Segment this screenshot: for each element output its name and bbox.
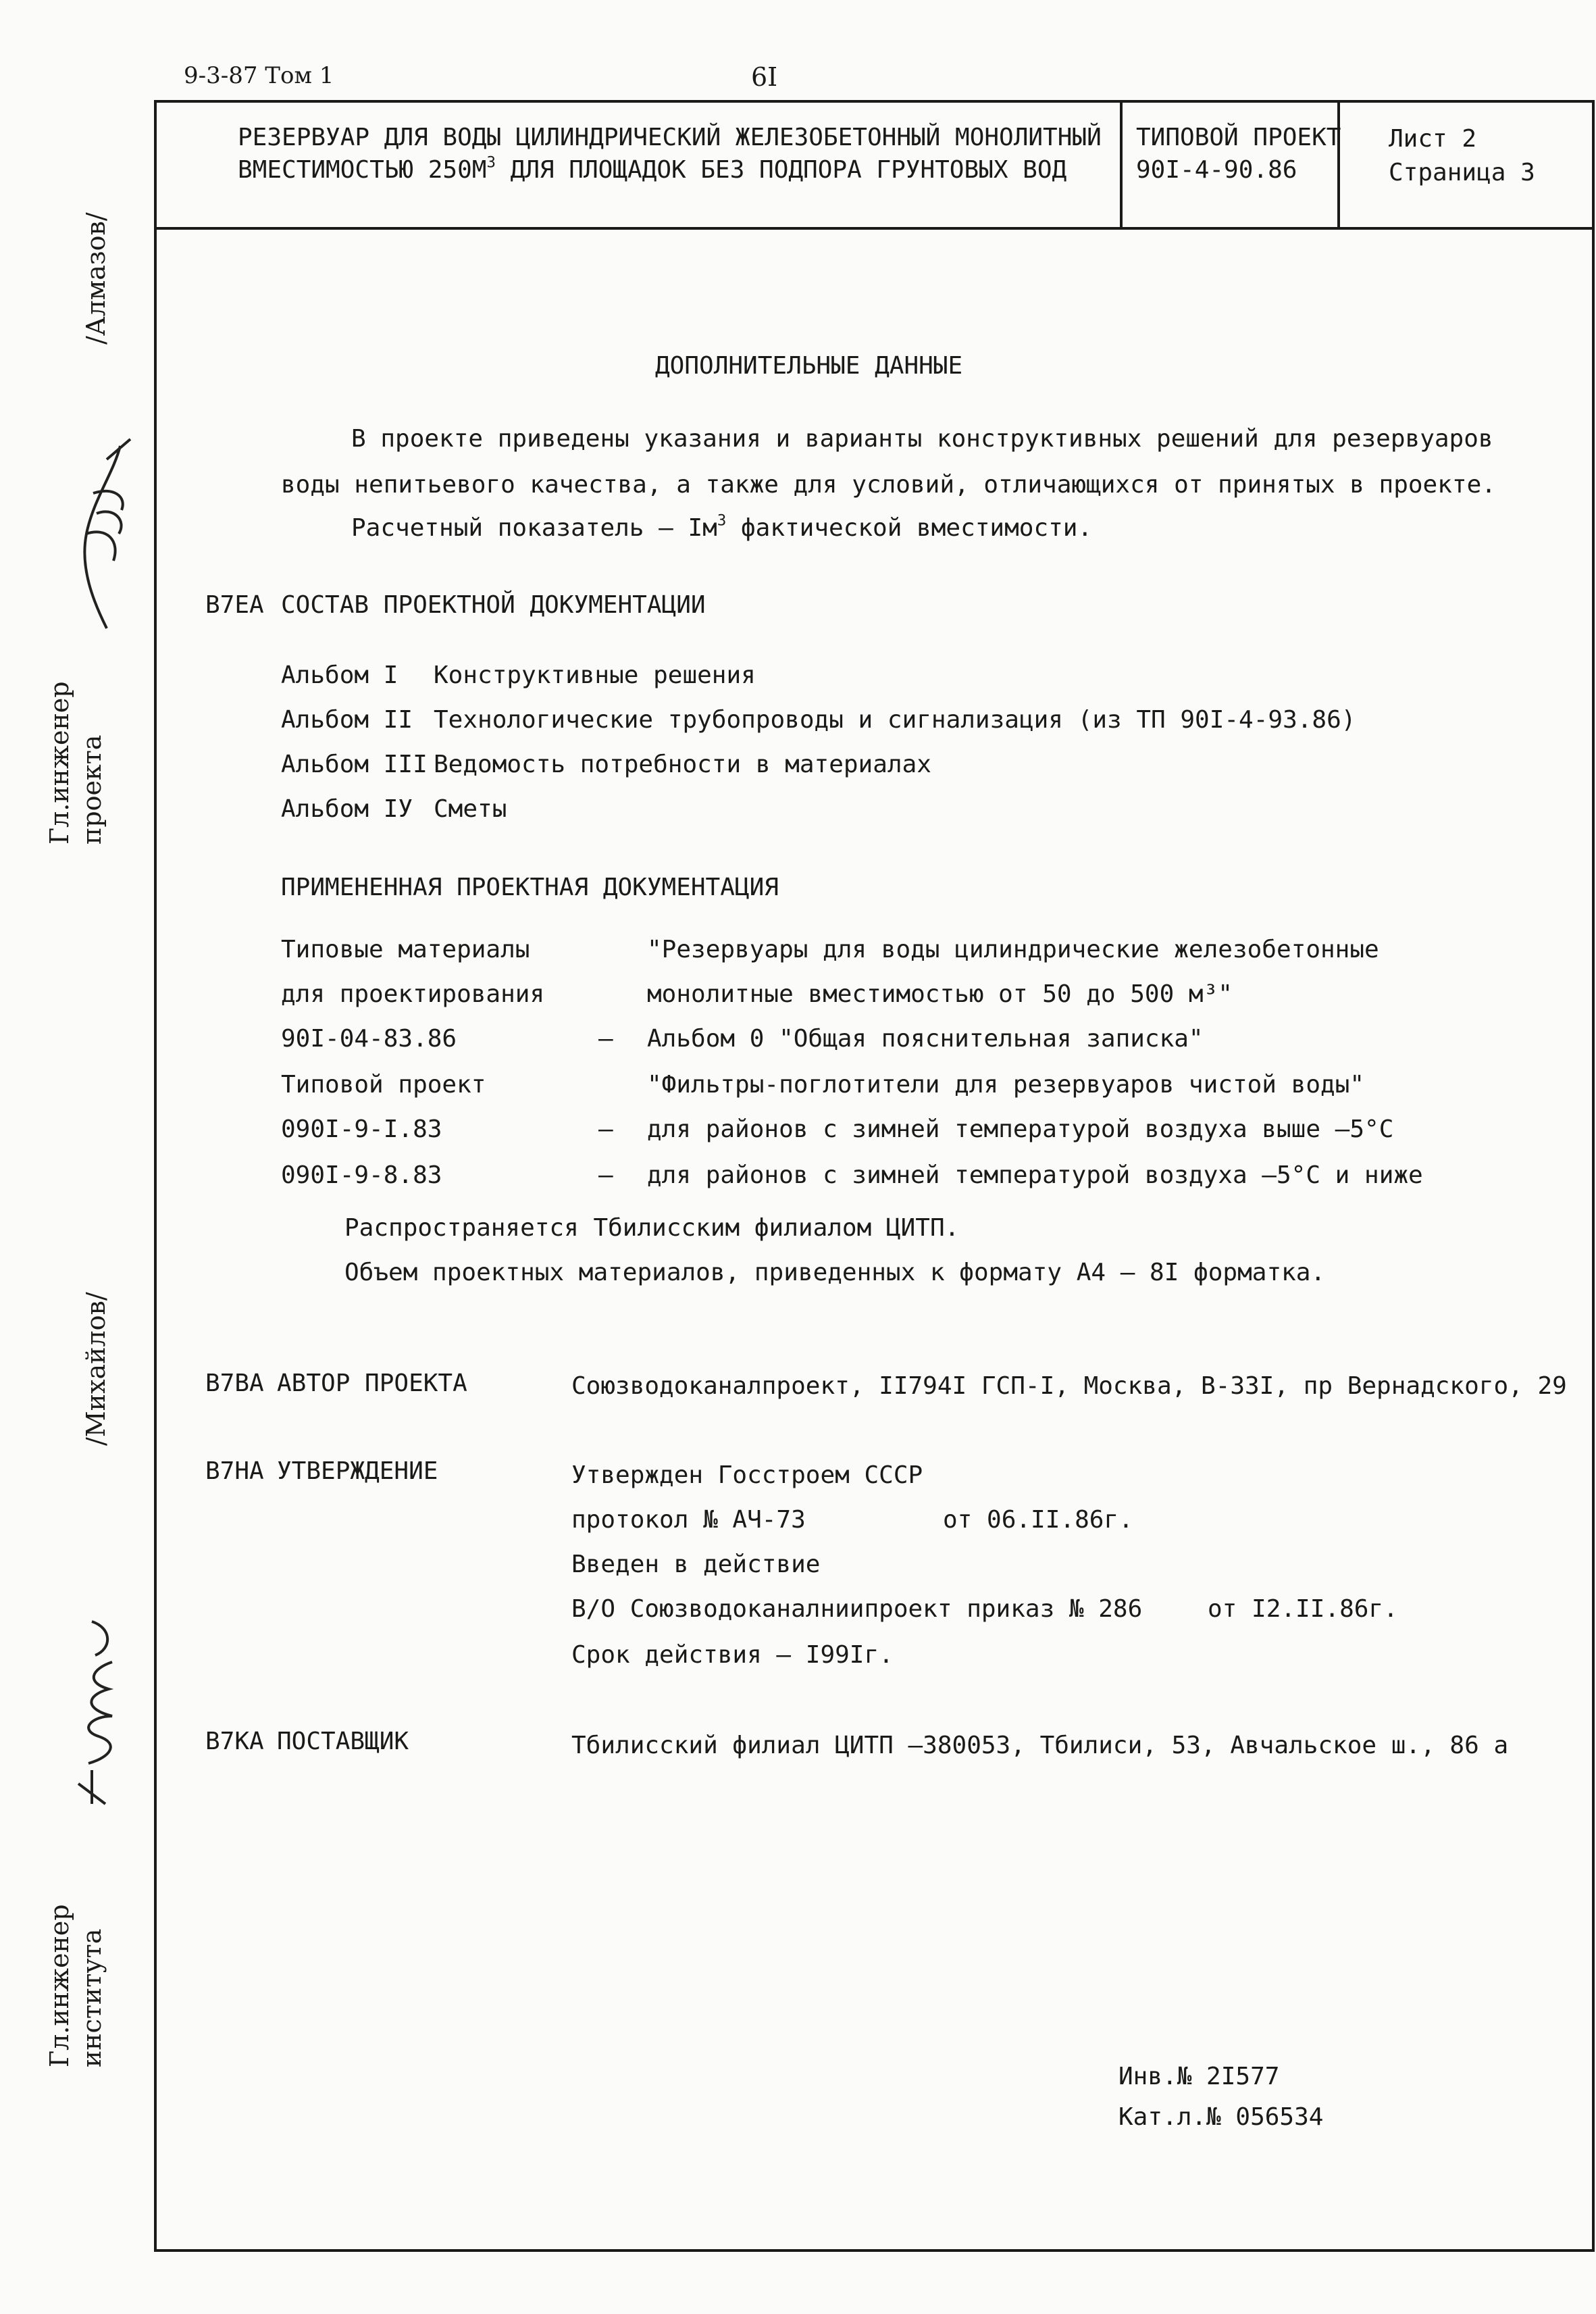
signature-almazov <box>66 432 140 635</box>
signature-mikhailov <box>58 1608 132 1811</box>
album-4-number: Альбом IУ <box>281 795 413 823</box>
intro-paragraph-line-1: В проекте приведены указания и варианты конструктивных решений для резервуаров <box>351 425 1493 453</box>
applied-row-6-left: 090I-9-8.83 <box>281 1161 442 1189</box>
inventory-number: Инв.№ 2I577 <box>1118 2063 1280 2090</box>
page-label: Страница 3 <box>1389 159 1535 186</box>
applied-row-1-right: "Резервуары для воды цилиндрические железобетонные <box>647 936 1379 963</box>
approval-label: УТВЕРЖДЕНИЕ <box>277 1457 438 1485</box>
album-3-description: Ведомость потребности в материалах <box>434 751 931 778</box>
applied-row-5-left: 090I-9-I.83 <box>281 1115 442 1143</box>
applied-row-6-dash: – <box>598 1161 613 1189</box>
approval-validity: Срок действия – I99Iг. <box>571 1641 894 1669</box>
project-label: ТИПОВОЙ ПРОЕКТ <box>1136 124 1341 151</box>
distribution-line-2: Объем проектных материалов, приведенных к формату А4 – 8I форматка. <box>344 1259 1326 1286</box>
applied-row-5-dash: – <box>598 1115 613 1143</box>
album-2-description: Технологические трубопроводы и сигнализация (из ТП 90I-4-93.86) <box>434 706 1356 734</box>
applied-row-3-left: 90I-04-83.86 <box>281 1025 457 1053</box>
side-name-almazov: /Алмазов/ <box>81 212 111 345</box>
series-label: 9-3-87 Том 1 <box>184 62 334 89</box>
sheet-label: Лист 2 <box>1389 125 1477 153</box>
approval-protocol: протокол № АЧ-73 <box>571 1506 806 1534</box>
approval-line-3: Введен в действие <box>571 1551 821 1578</box>
approval-code: В7НА <box>205 1457 264 1485</box>
applied-row-2-left: для проектирования <box>281 980 545 1008</box>
project-code: 90I-4-90.86 <box>1136 156 1297 184</box>
approval-order: В/О Союзводоканалниипроект приказ № 286 <box>571 1595 1143 1623</box>
applied-row-2-right: монолитные вместимостью от 50 до 500 м³" <box>647 980 1233 1008</box>
composition-code: В7ЕА <box>205 591 264 619</box>
supplier-code: В7КА <box>205 1728 264 1755</box>
composition-title: СОСТАВ ПРОЕКТНОЙ ДОКУМЕНТАЦИИ <box>281 591 706 619</box>
title-line-2: ВМЕСТИМОСТЬЮ $250М^3$ ДЛЯ ПЛОЩАДОК БЕЗ ПОДПОРА ГРУНТОВЫХ ВОД <box>238 153 1067 184</box>
distribution-line-1: Распространяется Тбилисским филиалом ЦИТП. <box>344 1214 960 1242</box>
approval-line-1: Утвержден Госстроем СССР <box>571 1461 923 1489</box>
title-line-1: РЕЗЕРВУАР ДЛЯ ВОДЫ ЦИЛИНДРИЧЕСКИЙ ЖЕЛЕЗОБЕТОННЫЙ МОНОЛИТНЫЙ <box>238 124 1102 151</box>
intro-paragraph-line-2: воды непитьевого качества, а также для условий, отличающихся от принятых в проекте. <box>281 471 1496 499</box>
supplier-text: Тбилисский филиал ЦИТП –380053, Тбилиси, 53, Авчальское ш., 86 а <box>571 1732 1509 1759</box>
section-title-additional-data: ДОПОЛНИТЕЛЬНЫЕ ДАННЫЕ <box>655 352 963 380</box>
author-label: АВТОР ПРОЕКТА <box>277 1369 467 1397</box>
side-name-mikhailov: /Михайлов/ <box>81 1292 111 1446</box>
intro-paragraph-line-3: Расчетный показатель – $Iм^3$ фактической вместимости. <box>351 511 1093 542</box>
side-role-chief-engineer-institute: Гл.инженер института <box>45 1904 107 2067</box>
title-block-divider-2 <box>1337 100 1340 228</box>
author-text: Союзводоканалпроект, II794I ГСП-I, Москва, В-33I, пр Вернадского, 29 <box>571 1372 1567 1400</box>
title-block-bottom-line <box>154 227 1595 230</box>
album-1-description: Конструктивные решения <box>434 661 756 689</box>
album-3-number: Альбом III <box>281 751 428 778</box>
applied-row-1-left: Типовые материалы <box>281 936 530 963</box>
approval-order-date: от I2.II.86г. <box>1208 1595 1398 1623</box>
applied-row-4-right: "Фильтры-поглотители для резервуаров чистой воды" <box>647 1071 1365 1099</box>
applied-row-6-right: для районов с зимней температурой воздуха –5°С и ниже <box>647 1161 1423 1189</box>
applied-row-3-dash: – <box>598 1025 613 1053</box>
applied-row-3-right: Альбом 0 "Общая пояснительная записка" <box>647 1025 1204 1053</box>
supplier-label: ПОСТАВЩИК <box>277 1728 409 1755</box>
approval-protocol-date: от 06.II.86г. <box>943 1506 1133 1534</box>
applied-docs-title: ПРИМЕНЕННАЯ ПРОЕКТНАЯ ДОКУМЕНТАЦИЯ <box>281 874 779 901</box>
page-number: 6I <box>751 62 778 92</box>
album-4-description: Сметы <box>434 795 507 823</box>
side-role-chief-engineer-project: Гл.инженер проекта <box>45 681 107 845</box>
applied-row-5-right: для районов с зимней температурой воздуха выше –5°С <box>647 1115 1394 1143</box>
album-1-number: Альбом I <box>281 661 398 689</box>
author-code: В7ВА <box>205 1369 264 1397</box>
title-block-divider-1 <box>1120 100 1123 228</box>
album-2-number: Альбом II <box>281 706 413 734</box>
applied-row-4-left: Типовой проект <box>281 1071 486 1099</box>
catalog-number: Кат.л.№ 056534 <box>1118 2103 1324 2131</box>
